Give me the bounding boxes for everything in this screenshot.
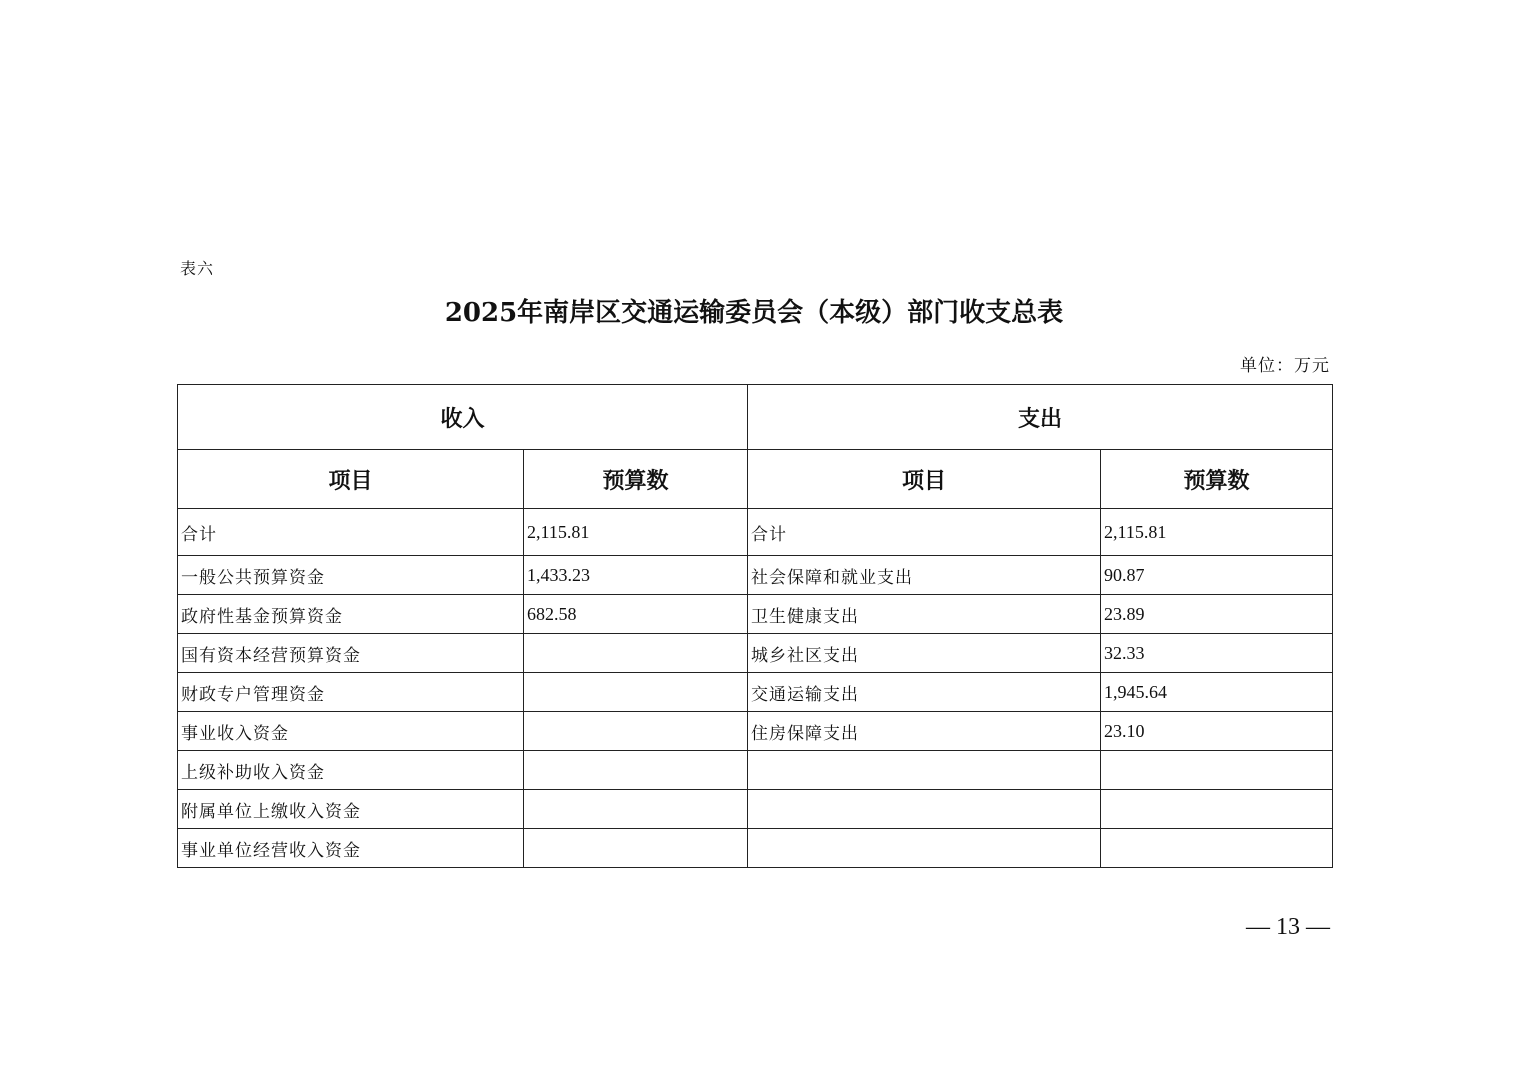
income-budget-cell: 682.58 — [524, 595, 748, 634]
table-row — [178, 790, 1333, 829]
income-budget-cell: 1,433.23 — [524, 556, 748, 595]
income-budget-cell — [524, 751, 748, 790]
income-item-cell: 政府性基金预算资金 — [178, 595, 524, 634]
income-item-cell: 国有资本经营预算资金 — [178, 634, 524, 673]
expense-budget-cell: 90.87 — [1101, 556, 1333, 595]
income-budget-cell — [524, 712, 748, 751]
income-item-cell: 合计 — [178, 509, 524, 556]
expense-budget-cell — [1101, 751, 1333, 790]
income-item-header: 项目 — [178, 450, 524, 509]
table-row — [178, 712, 1333, 751]
income-section-header: 收入 — [178, 385, 748, 450]
expense-budget-cell: 23.89 — [1101, 595, 1333, 634]
income-item-cell: 事业收入资金 — [178, 712, 524, 751]
unit-label: 单位：万元 — [1240, 356, 1330, 376]
expense-budget-cell: 23.10 — [1101, 712, 1333, 751]
income-item-cell: 上级补助收入资金 — [178, 751, 524, 790]
table-row — [178, 556, 1333, 595]
expense-budget-cell: 2,115.81 — [1101, 509, 1333, 556]
expense-item-cell: 卫生健康支出 — [748, 595, 1101, 634]
expense-budget-cell — [1101, 829, 1333, 868]
table-row — [178, 595, 1333, 634]
table-row — [178, 634, 1333, 673]
table-label: 表六 — [180, 259, 215, 278]
document-title: 2025年南岸区交通运输委员会（本级）部门收支总表 — [444, 298, 1064, 328]
income-item-cell: 一般公共预算资金 — [178, 556, 524, 595]
expense-budget-cell — [1101, 790, 1333, 829]
expense-item-cell: 城乡社区支出 — [748, 634, 1101, 673]
income-budget-cell — [524, 829, 748, 868]
income-budget-header: 预算数 — [524, 450, 748, 509]
table-body — [178, 385, 1333, 868]
expense-item-cell: 住房保障支出 — [748, 712, 1101, 751]
expense-item-cell: 社会保障和就业支出 — [748, 556, 1101, 595]
income-item-cell: 事业单位经营收入资金 — [178, 829, 524, 868]
expense-budget-header: 预算数 — [1101, 450, 1333, 509]
table-row — [178, 829, 1333, 868]
income-budget-cell: 2,115.81 — [524, 509, 748, 556]
expense-item-cell: 合计 — [748, 509, 1101, 556]
expense-budget-cell: 1,945.64 — [1101, 673, 1333, 712]
income-item-cell: 财政专户管理资金 — [178, 673, 524, 712]
expense-section-header: 支出 — [748, 385, 1333, 450]
expense-item-cell — [748, 829, 1101, 868]
income-item-cell: 附属单位上缴收入资金 — [178, 790, 524, 829]
table-row — [178, 751, 1333, 790]
income-budget-cell — [524, 673, 748, 712]
expense-item-cell — [748, 790, 1101, 829]
expense-item-cell: 交通运输支出 — [748, 673, 1101, 712]
section-header-row — [178, 385, 1333, 450]
table-row — [178, 673, 1333, 712]
budget-summary-table — [177, 384, 1333, 868]
income-budget-cell — [524, 790, 748, 829]
expense-budget-cell: 32.33 — [1101, 634, 1333, 673]
column-header-row — [178, 450, 1333, 509]
table-row — [178, 509, 1333, 556]
expense-item-cell — [748, 751, 1101, 790]
income-budget-cell — [524, 634, 748, 673]
expense-item-header: 项目 — [748, 450, 1101, 509]
page-number: — 13 — — [1246, 914, 1330, 940]
